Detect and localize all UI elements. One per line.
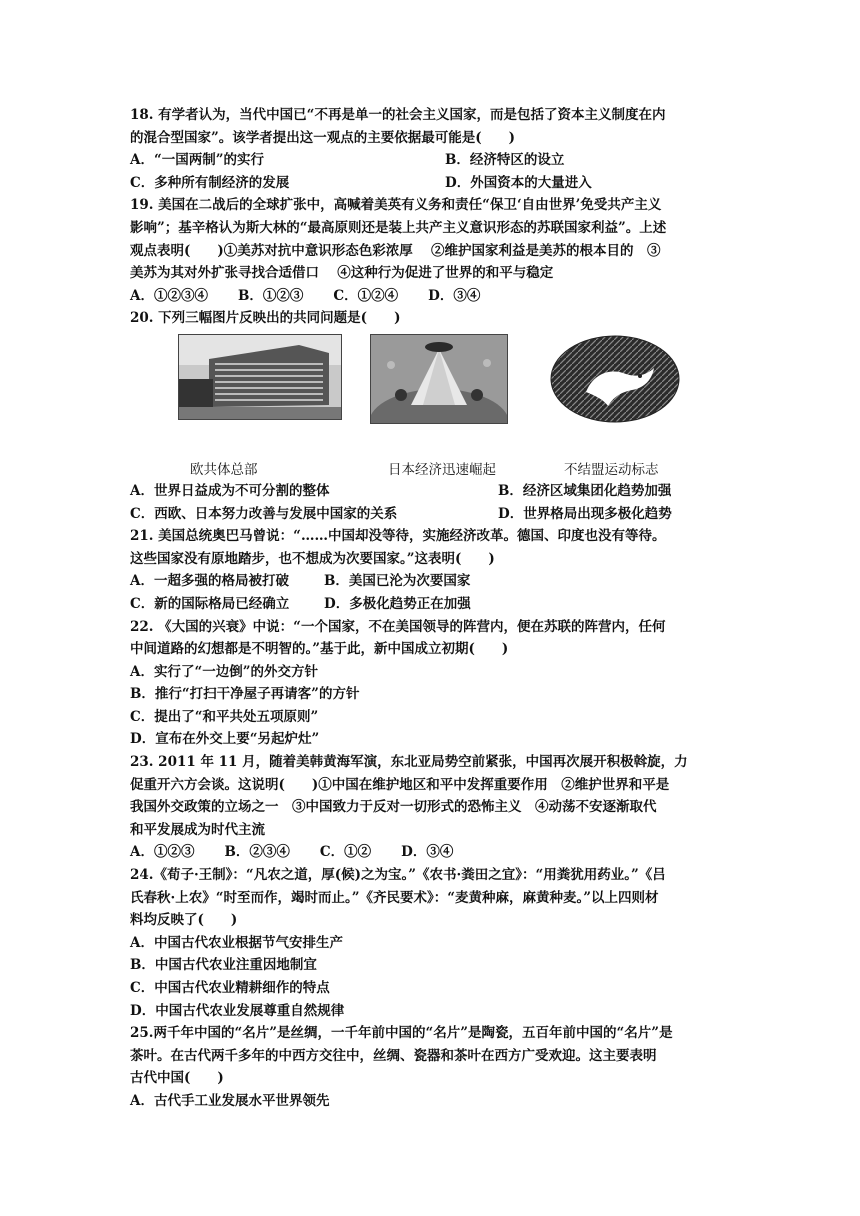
q21-option-a: A．一超多强的格局被打破 [130, 573, 289, 590]
q19-option-a: A．①②③④ [130, 287, 208, 304]
q20-figures [130, 330, 735, 458]
q21-option-c: C．新的国际格局已经确立 [130, 595, 290, 612]
q22-option-d: D．宣布在外交上要“另起炉灶” [130, 731, 320, 748]
q23-stem-line: 和平发展成为时代主流 [130, 821, 265, 838]
q21-stem-line: 21. 美国总统奥巴马曾说：“……中国却没等待，实施经济改革。德国、印度也没有等待。 [130, 528, 666, 545]
q20-option-b: B．经济区域集团化趋势加强 [498, 482, 672, 499]
q21-option-b: B．美国已沦为次要国家 [324, 573, 471, 590]
q20-option-a: A．世界日益成为不可分割的整体 [130, 482, 330, 499]
q22-stem-line: 22. 《大国的兴衰》中说：“一个国家，不在美国领导的阵营内，便在苏联的阵营内，任何 [130, 618, 666, 635]
ec-headquarters-image [178, 334, 342, 420]
q25-stem-line: 古代中国( ) [130, 1070, 224, 1087]
q18-option-c: C．多种所有制经济的发展 [130, 174, 290, 191]
q23-stem-line: 促重开六方会谈。这说明( )①中国在维护地区和平中发挥重要作用 ②维护世界和平是 [130, 776, 670, 793]
q23-option-c: C．①② [319, 844, 372, 861]
q25-stem-line: 茶叶。在古代两千多年的中西方交往中，丝绸、瓷器和茶叶在西方广受欢迎。这主要表明 [130, 1047, 657, 1064]
q24-option-c: C．中国古代农业精耕细作的特点 [130, 980, 330, 996]
q25-stem-line: 25.两千年中国的“名片”是丝绸，一千年前中国的“名片”是陶瓷，五百年前中国的“名片”是 [130, 1025, 673, 1042]
q18-option-d: D．外国资本的大量进入 [445, 174, 592, 191]
q20-caption-2: 日本经济迅速崛起 [388, 461, 496, 478]
q24-option-b: B．中国古代农业注重因地制宜 [130, 957, 317, 974]
q24-option-a: A．中国古代农业根据节气安排生产 [130, 934, 343, 951]
q25-option-a: A．古代手工业发展水平世界领先 [130, 1092, 330, 1109]
q20-captions [130, 458, 735, 480]
q20-caption-1: 欧共体总部 [190, 461, 258, 478]
q22-option-a: A．实行了“一边倒”的外交方针 [130, 663, 319, 680]
q20-stem: 20. 下列三幅图片反映出的共同问题是( ) [130, 310, 401, 327]
q21-stem-line: 这些国家没有原地踏步，也不想成为次要国家。”这表明( ) [130, 550, 495, 567]
q19-option-d: D．③④ [428, 287, 481, 304]
q20-caption-3: 不结盟运动标志 [564, 461, 659, 478]
q24-stem-line: 料均反映了( ) [130, 912, 238, 929]
q19-stem-line: 19. 美国在二战后的全球扩张中，高喊着美英有义务和责任“保卫‘自由世界’免受共产主义 [130, 197, 662, 214]
q19-option-c: C．①②④ [333, 287, 399, 304]
q22-option-c: C．提出了“和平共处五项原则” [130, 708, 319, 725]
q24-stem-line: 24.《荀子·王制》：“凡农之道，厚(候)之为宝。”《农书·粪田之宜》：“用粪犹用药业。”《吕 [130, 867, 666, 884]
q23-option-d: D．③④ [401, 844, 454, 861]
q23-option-a: A．①②③ [130, 844, 195, 861]
non-aligned-emblem-image [548, 334, 682, 424]
q23-stem-line: 23. 2011 年 11 月，随着美韩黄海军演，东北亚局势空前紧张，中国再次展开积极斡旋，力 [130, 754, 688, 771]
q18-option-a: A．“一国两制”的实行 [130, 152, 265, 169]
q18-stem-line: 的混合型国家”。该学者提出这一观点的主要依据最可能是( ) [130, 129, 516, 146]
exam-page [130, 104, 735, 1113]
japan-economy-image [370, 334, 508, 424]
q23-option-b: B．②③④ [224, 844, 290, 861]
q19-option-b: B．①②③ [237, 287, 304, 304]
q20-option-d: D．世界格局出现多极化趋势 [498, 505, 672, 522]
q21-option-d: D．多极化趋势正在加强 [324, 595, 471, 612]
q20-option-c: C．西欧、日本努力改善与发展中国家的关系 [130, 505, 398, 522]
q22-option-b: B．推行“打扫干净屋子再请客”的方针 [130, 686, 360, 703]
q19-stem-line: 美苏为其对外扩张寻找合适借口 ④这种行为促进了世界的和平与稳定 [130, 265, 554, 282]
q19-stem-line: 影响”；基辛格认为斯大林的“最高原则还是装上共产主义意识形态的苏联国家利益”。上述 [130, 219, 667, 236]
q19-stem-line: 观点表明( )①美苏对抗中意识形态色彩浓厚 ②维护国家利益是美苏的根本目的 ③ [130, 242, 661, 259]
q22-stem-line: 中间道路的幻想都是不明智的。”基于此，新中国成立初期( ) [130, 641, 509, 658]
q24-option-d: D．中国古代农业发展尊重自然规律 [130, 1002, 345, 1019]
q24-stem-line: 氏春秋·上农》“时至而作，竭时而止。”《齐民要术》：“麦黄种麻，麻黄种麦。”以上四则材 [130, 889, 659, 906]
q18-stem-line: 18. 有学者认为，当代中国已“不再是单一的社会主义国家，而是包括了资本主义制度在内 [130, 107, 666, 123]
q18-option-b: B．经济特区的设立 [445, 152, 565, 169]
q23-stem-line: 我国外交政策的立场之一 ③中国致力于反对一切形式的恐怖主义 ④动荡不安逐渐取代 [130, 799, 657, 816]
